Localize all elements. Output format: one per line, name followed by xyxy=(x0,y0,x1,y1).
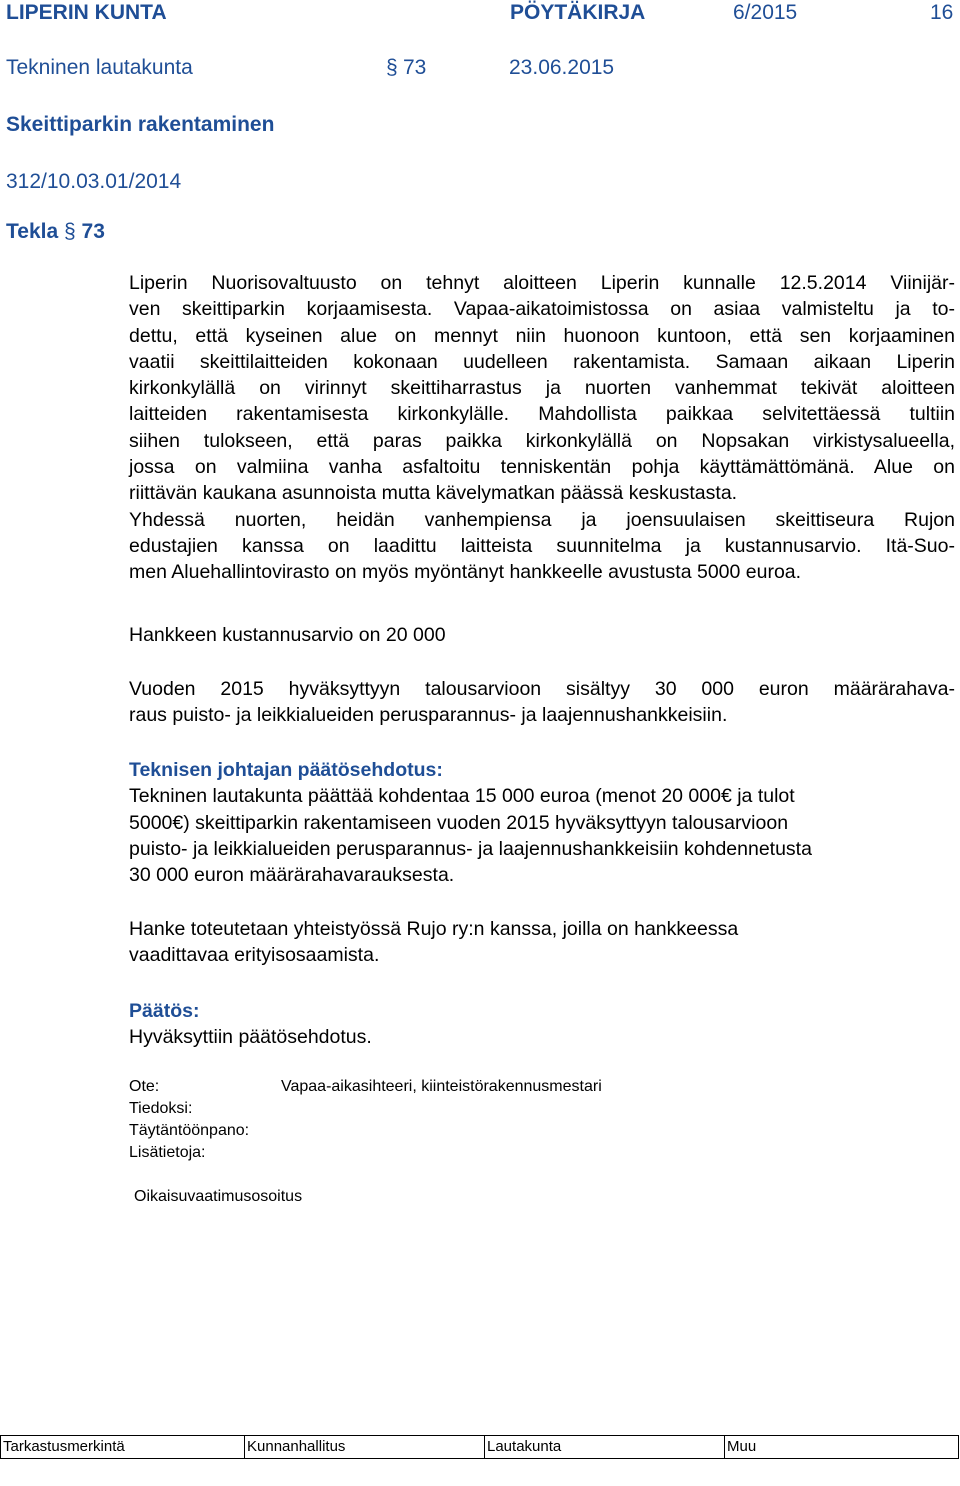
section-sign: § xyxy=(386,56,398,79)
paragraph-line: vaatii skeittilaitteiden kokonaan uudelleen rakentamista. Samaan aikaan Liperin xyxy=(129,350,955,373)
item-title: Skeittiparkin rakentaminen xyxy=(6,113,275,136)
decision-heading: Päätös: xyxy=(129,1000,200,1022)
paragraph-line: jossa on valmiina vanha asfaltoitu tenniskentän pohja käyttämättömänä. Alue on xyxy=(129,456,955,479)
paragraph-line: Tekninen lautakunta päättää kohdentaa 15 000 euroa (menot 20 000€ ja tulot xyxy=(129,785,795,808)
decision-section xyxy=(129,998,955,1051)
tekla-section-sign: § xyxy=(64,220,76,243)
record-id: 312/10.03.01/2014 xyxy=(6,170,182,193)
paragraph-line: siihen tulokseen, että paras paikka kirkonkylällä on Nopsakan virkistysalueella, xyxy=(129,429,955,452)
paragraph-line: puisto- ja leikkialueiden perusparannus- ja laajennushankkeisiin kohdennetusta xyxy=(129,837,812,860)
footer-cell: Tarkastusmerkintä xyxy=(1,1436,245,1458)
footer-cell: Muu xyxy=(727,1438,757,1455)
cost-estimate xyxy=(129,622,955,648)
paragraph-line: Hanke toteutetaan yhteistyössä Rujo ry:n kanssa, joilla on hankkeessa xyxy=(129,918,739,940)
cooperation-paragraph xyxy=(129,916,955,969)
cost-estimate-text: Hankkeen kustannusarvio on 20 000 xyxy=(129,624,446,646)
decision-text: Hyväksyttiin päätösehdotus. xyxy=(129,1026,372,1049)
paragraph-line: edustajien kanssa on laadittu laitteista suunnitelma ja kustannusarvio. Itä-Suo- xyxy=(129,534,955,557)
background-paragraph xyxy=(129,270,955,586)
ote-label: Ote: xyxy=(129,1078,160,1095)
proposal-section xyxy=(129,757,955,888)
issue-number: 6/2015 xyxy=(733,1,798,24)
paragraph-line: ven skeittiparkin korjaamisesta. Vapaa-aikatoimistossa on asiaa valmisteltu ja to- xyxy=(129,298,955,321)
section-number: 73 xyxy=(403,56,427,79)
ote-value: Vapaa-aikasihteeri, kiinteistörakennusmestari xyxy=(281,1078,602,1095)
paragraph-line: raus puisto- ja leikkialueiden perusparannus- ja laajennushankkeisiin. xyxy=(129,704,728,727)
budget-paragraph xyxy=(129,676,955,729)
paragraph-line: riittävän kaukana asunnoista mutta kävelymatkan päässä keskustasta. xyxy=(129,482,738,505)
meeting-date: 23.06.2015 xyxy=(509,56,615,79)
paragraph-line: 30 000 euron määrärahavarauksesta. xyxy=(129,864,455,887)
committee-name: Tekninen lautakunta xyxy=(6,56,193,79)
paragraph-line: Liperin Nuorisovaltuusto on tehnyt aloitteen Liperin kunnalle 12.5.2014 Viinijär- xyxy=(129,272,955,294)
lisatietoja-label: Lisätietoja: xyxy=(129,1144,206,1161)
paragraph-line: Yhdessä nuorten, heidän vanhempiensa ja joensuulaisen skeittiseura Rujon xyxy=(129,508,955,531)
paragraph-line: 5000€) skeittiparkin rakentamiseen vuoden 2015 hyväksyttyyn talousarvioon xyxy=(129,811,789,834)
municipality-name: LIPERIN KUNTA xyxy=(6,1,167,24)
paragraph-line: dettu, että kyseinen alue on mennyt niin huonoon kuntoon, että sen korjaaminen xyxy=(129,324,955,347)
tekla-reference xyxy=(6,220,105,244)
inspection-marks-table xyxy=(0,1435,959,1459)
footer-cell: Lautakunta xyxy=(485,1436,725,1458)
appeal-instructions: Oikaisuvaatimusosoitus xyxy=(134,1188,303,1205)
proposal-heading: Teknisen johtajan päätösehdotus: xyxy=(129,759,443,781)
taytantoonpano-label: Täytäntöönpano: xyxy=(129,1122,250,1139)
paragraph-line: Vuoden 2015 hyväksyttyyn talousarvioon sisältyy 30 000 euron määrärahava- xyxy=(129,678,955,700)
paragraph-line: laitteiden rakentamisesta kirkonkylälle. Mahdollista paikkaa selvitettäessä tultiin xyxy=(129,403,955,426)
footer-cell: Kunnanhallitus xyxy=(245,1436,485,1458)
document-type: PÖYTÄKIRJA xyxy=(510,1,646,24)
paragraph-line: kirkonkylällä on virinnyt skeittiharrastus ja nuorten vanhemmat tekivät aloitteen xyxy=(129,377,955,400)
paragraph-line: vaadittavaa erityisosaamista. xyxy=(129,944,380,967)
tiedoksi-label: Tiedoksi: xyxy=(129,1100,193,1117)
tekla-label: Tekla xyxy=(6,220,59,243)
paragraph-line: men Aluehallintovirasto on myös myöntänyt hankkeelle avustusta 5000 euroa. xyxy=(129,561,802,584)
page-number: 16 xyxy=(930,1,954,24)
tekla-number: 73 xyxy=(81,220,105,243)
